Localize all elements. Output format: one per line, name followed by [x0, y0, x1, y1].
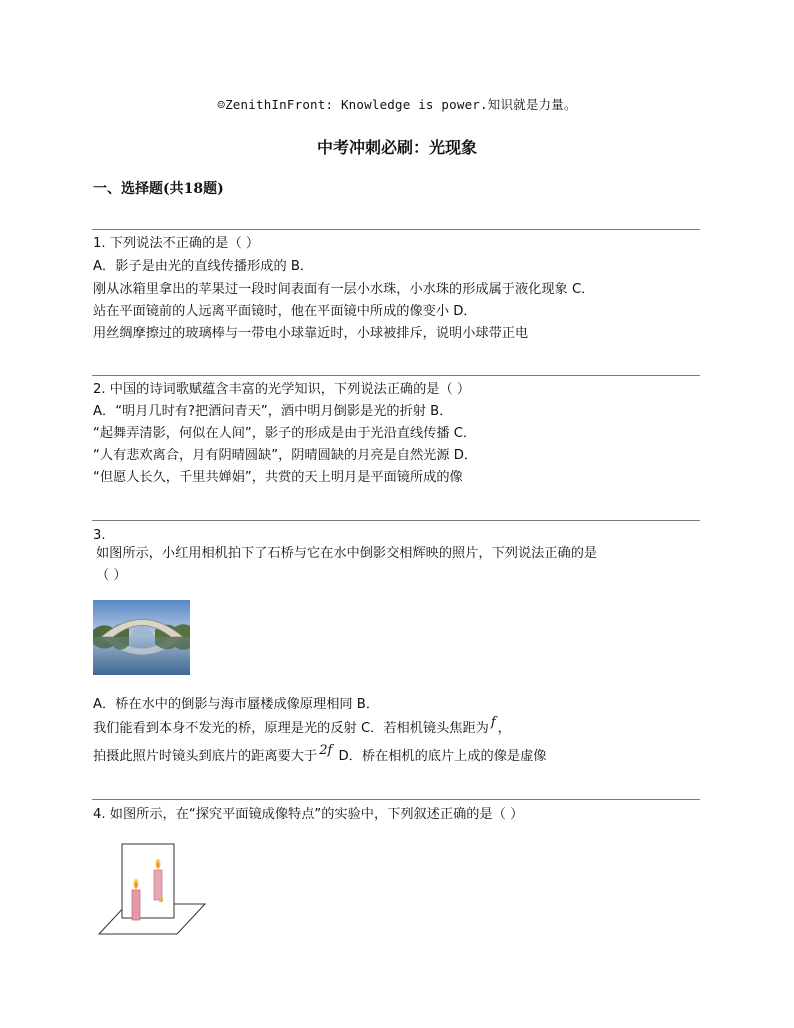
focal-length-symbol: f	[490, 715, 496, 730]
question-1-line: A．影子是由光的直线传播形成的 B．	[93, 259, 314, 274]
question-1-stem: 1. 下列说法不正确的是（ ）	[93, 236, 260, 251]
question-divider	[92, 520, 700, 521]
question-2-line: “人有悲欢离合，月有阴晴圆缺”，阴晴圆缺的月亮是自然光源 D．	[93, 448, 478, 463]
question-2-line: “起舞弄清影，何似在人间”，影子的形成是由于光沿直线传播 C．	[93, 426, 477, 441]
double-focal-length-symbol: 2f	[319, 743, 333, 758]
question-3-stem-cont: （ ）	[96, 568, 127, 583]
question-3-line: A．桥在水中的倒影与海市蜃楼成像原理相同 B．	[93, 697, 380, 712]
section-heading: 一、选择题(共18题)	[93, 181, 224, 197]
question-divider	[92, 799, 700, 800]
question-1-line: 刚从冰箱里拿出的苹果过一段时间表面有一层小水珠，小水珠的形成属于液化现象 C．	[93, 282, 595, 297]
question-2-line: “但愿人长久，千里共婵娟”，共赏的天上明月是平面镜所成的像	[93, 470, 463, 485]
question-divider	[92, 229, 700, 230]
question-1-line: 站在平面镜前的人远离平面镜时，他在平面镜中所成的像变小 D．	[93, 304, 477, 319]
question-4-stem: 4. 如图所示，在“探究平面镜成像特点”的实验中，下列叙述正确的是（ ）	[93, 807, 524, 822]
question-3-number: 3.	[93, 528, 106, 543]
question-3-stem: 如图所示，小红用相机拍下了石桥与它在水中倒影交相辉映的照片，下列说法正确的是	[96, 546, 598, 561]
page-title: 中考冲刺必刷：光现象	[316, 138, 477, 157]
question-3-line-part: 我们能看到本身不发光的桥，原理是光的反射 C．若相机镜头焦距为	[93, 721, 489, 736]
question-1-line: 用丝绸摩擦过的玻璃棒与一带电小球靠近时，小球被排斥，说明小球带正电	[93, 326, 529, 341]
question-3-line-part: D．桥在相机的底片上成的像是虚像	[334, 749, 547, 764]
plane-mirror-experiment-diagram	[97, 842, 207, 938]
question-3-line	[93, 715, 511, 738]
header-note: ☺ZenithInFront: Knowledge is power.知识就是力量。	[217, 97, 577, 112]
question-3-line-part: ，	[497, 721, 511, 736]
stone-bridge-photo	[93, 600, 190, 675]
question-3-line	[93, 743, 547, 766]
question-2-line: A．“明月几时有?把酒问青天”，酒中明月倒影是光的折射 B．	[93, 404, 453, 419]
question-3-line-part: 拍摄此照片时镜头到底片的距离要大于	[93, 749, 318, 764]
question-2-stem: 2. 中国的诗词歌赋蕴含丰富的光学知识，下列说法正确的是（ ）	[93, 382, 471, 397]
question-divider	[92, 375, 700, 376]
